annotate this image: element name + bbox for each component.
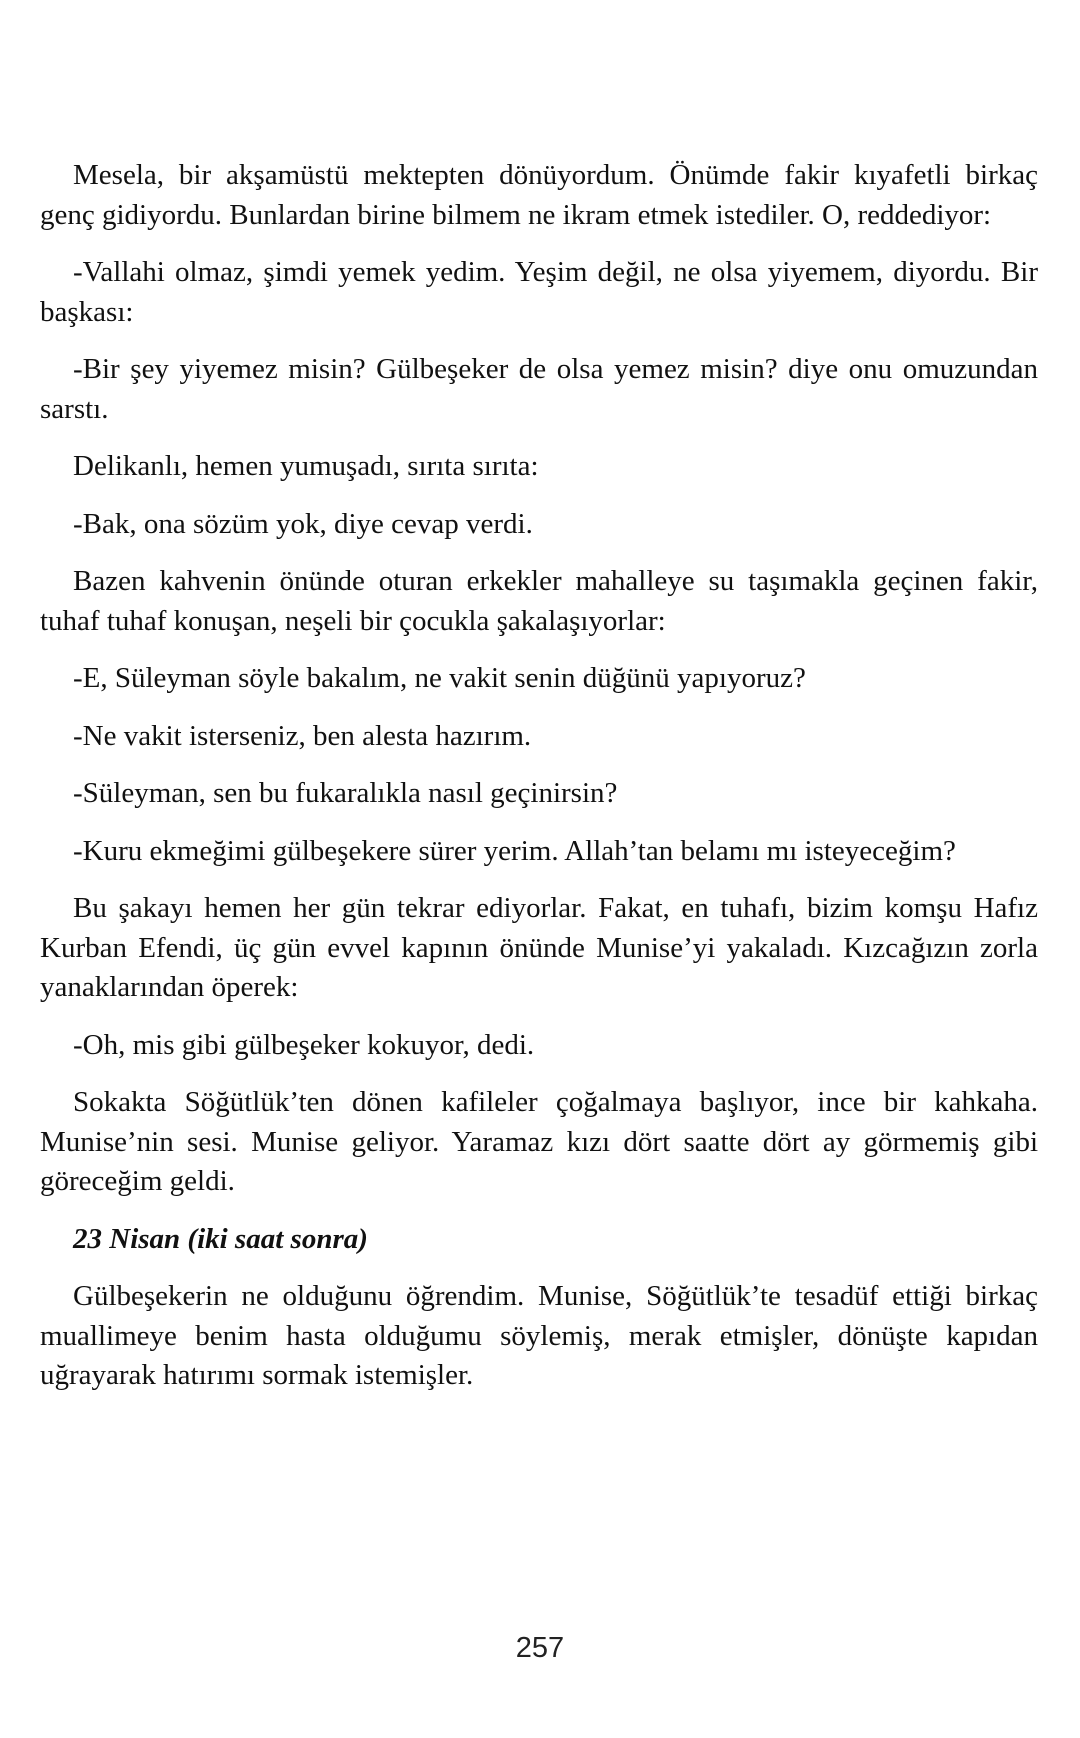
paragraph: Gülbeşekerin ne olduğunu öğrendim. Munise, Söğütlük’te tesadüf ettiği birkaç muallimeye benim hasta olduğumu söylemiş, merak etmişler, dönüşte kapıdan uğrayarak hatırımı sormak istemişler. xyxy=(40,1280,1038,1391)
paragraph: Delikanlı, hemen yumuşadı, sırıta sırıta: xyxy=(73,450,539,482)
paragraph: -Vallahi olmaz, şimdi yemek yedim. Yeşim değil, ne olsa yiyemem, diyordu. Bir başkası: xyxy=(40,256,1038,328)
paragraph: Mesela, bir akşamüstü mektepten dönüyordum. Önümde fakir kıyafetli birkaç genç gidiyordu. Bunlardan birine bilmem ne ikram etmek istediler. O, reddediyor: xyxy=(40,159,1038,231)
paragraph: -Ne vakit isterseniz, ben alesta hazırım. xyxy=(73,719,532,752)
paragraph: Sokakta Söğütlük’ten dönen kafileler çoğalmaya başlıyor, ince bir kahkaha. Munise’nin sesi. Munise geliyor. Yaramaz kızı dört saatte dört ay görmemiş gibi göreceğim geldi. xyxy=(40,1086,1038,1197)
paragraph: Bazen kahvenin önünde oturan erkekler mahalleye su taşımakla geçinen fakir, tuhaf tuhaf konuşan, neşeli bir çocukla şakalaşıyorlar: xyxy=(40,565,1038,637)
paragraph: -Bir şey yiyemez misin? Gülbeşeker de olsa yemez misin? diye onu omuzundan sarstı. xyxy=(40,353,1038,425)
paragraph: -Oh, mis gibi gülbeşeker kokuyor, dedi. xyxy=(73,1028,535,1061)
section-heading: 23 Nisan (iki saat sonra) xyxy=(73,1222,368,1255)
paragraph: Bu şakayı hemen her gün tekrar ediyorlar. Fakat, en tuhafı, bizim komşu Hafız Kurban Efendi, üç gün evvel kapının önünde Munise’yi yakaladı. Kızcağızın zorla yanaklarından öperek: xyxy=(40,892,1038,1003)
page-number: 257 xyxy=(515,1632,565,1664)
page-body xyxy=(40,156,1038,1414)
paragraph: -Kuru ekmeğimi gülbeşekere sürer yerim. Allah’tan belamı mı isteyeceğim? xyxy=(73,834,956,867)
paragraph: -E, Süleyman söyle bakalım, ne vakit senin düğünü yapıyoruz? xyxy=(73,662,806,694)
paragraph: -Süleyman, sen bu fukaralıkla nasıl geçinirsin? xyxy=(73,777,618,809)
paragraph: -Bak, ona sözüm yok, diye cevap verdi. xyxy=(73,507,533,540)
